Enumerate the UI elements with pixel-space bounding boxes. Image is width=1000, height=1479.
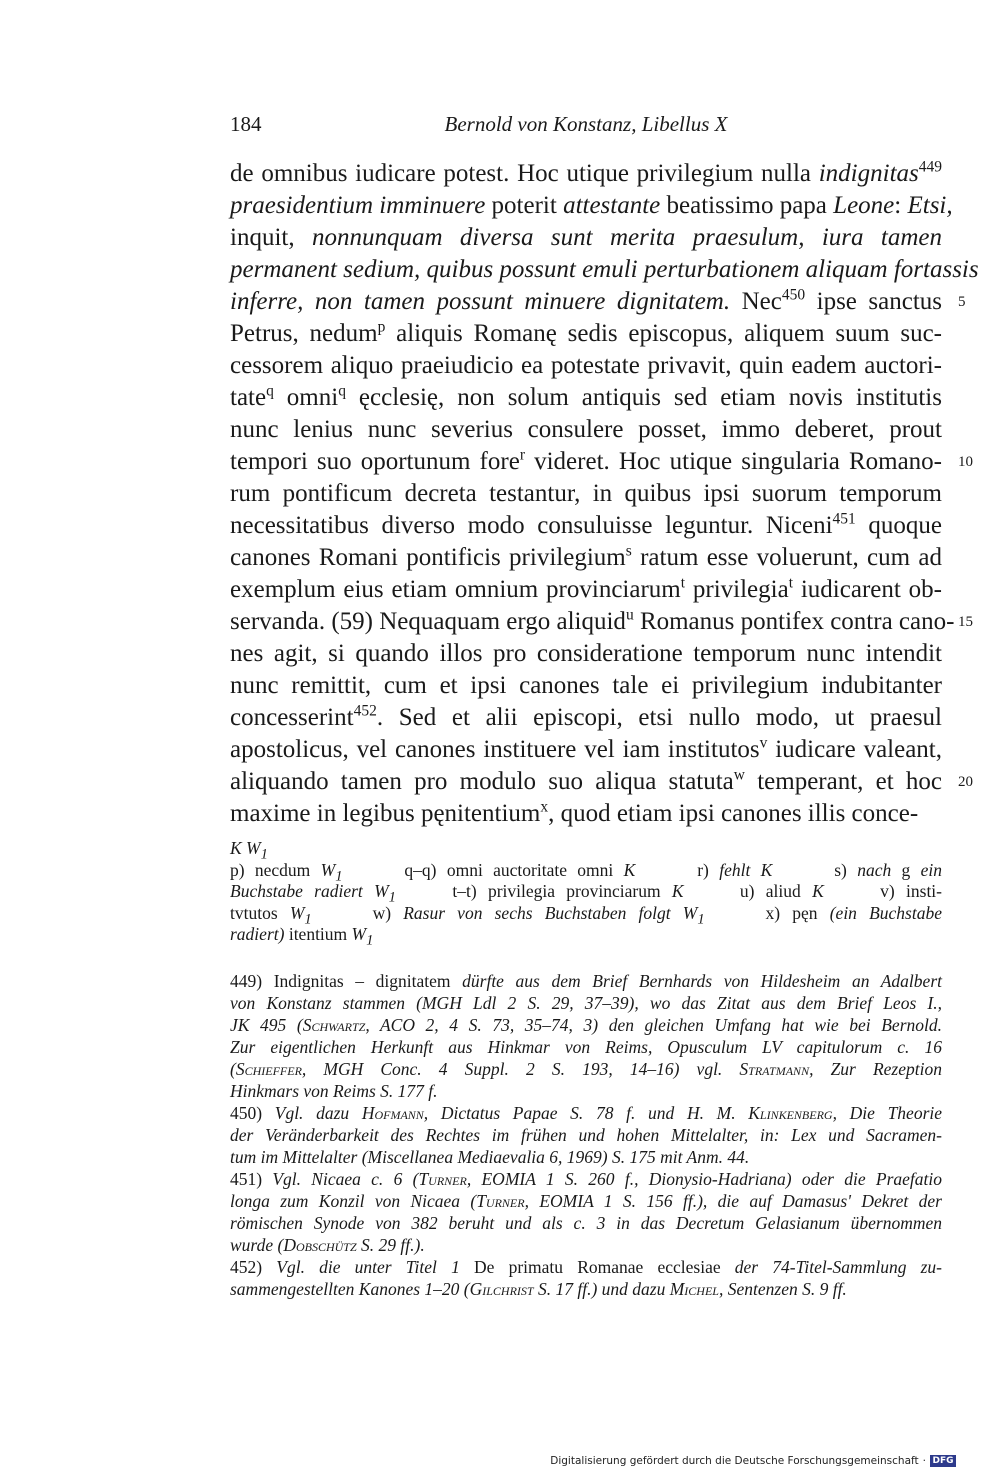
footnote-line: römischen Synode von 382 beruht und als c. 3 in das Decretum Gelasianum übernommen	[230, 1213, 942, 1233]
footnote	[230, 1256, 942, 1300]
text-line: inferre, non tamen possunt minuere dignitatem. Nec$^{450}$ ipse sanctus 5	[230, 286, 942, 318]
footnote-line: der Veränderbarkeit des Rechtes im frühen und hohen Mittelalter, in: Lex und Sacramen-	[230, 1125, 942, 1145]
page-number: 184	[230, 112, 262, 136]
apparatus-line: radiert) itentium $W_1$	[230, 924, 374, 949]
apparatus-line: p) necdum $W_1$ q–q) omni auctoritate omni K r) fehlt K s) nach g ein	[230, 859, 943, 884]
text-line: canones Romani pontificis privilegium$^s$ ratum esse voluerunt, cum ad	[230, 542, 943, 571]
footnote-line: 450) Vgl. dazu Hofmann, Dictatus Papae S. 78 f. und H. M. Klinkenberg, Die Theorie	[230, 1103, 943, 1123]
footnotes	[230, 970, 942, 1300]
text-line: concesserint$^{452}$. Sed et alii episcopi, etsi nullo modo, ut praesul	[230, 702, 942, 731]
footnote-line: wurde (Dobschütz S. 29 ff.).	[230, 1235, 425, 1255]
line-number: 15	[958, 614, 973, 630]
footnote-line: 451) Vgl. Nicaea c. 6 (Turner, EOMIA 1 S. 260 f., Dionysio-Hadriana) oder die Praefatio	[230, 1169, 943, 1189]
footnote-line: von Konstanz stammen (MGH Ldl 2 S. 29, 37–39), wo das Zitat aus dem Brief Leos I.,	[230, 993, 942, 1013]
text-line: nunc remittit, cum et ipsi canones tale ei privilegium indubitanter	[230, 672, 942, 699]
page-header	[230, 112, 942, 144]
line-number: 5	[958, 294, 966, 310]
credit-text: Digitalisierung gefördert durch die Deutsche Forschungsgemeinschaft	[550, 1455, 919, 1467]
text-line: necessitatibus diverso modo consuluisse leguntur. Niceni$^{451}$ quoque	[230, 510, 942, 539]
text-line: praesidentium imminuere poterit attestante beatissimo papa Leone: Etsi,	[230, 192, 953, 219]
footnote-line: longa zum Konzil von Nicaea (Turner, EOMIA 1 S. 156 ff.), die auf Damasus' Dekret der	[230, 1191, 942, 1211]
text-line: exemplum eius etiam omnium provinciarum$^t$ privilegia$^t$ iudicarent ob-	[230, 574, 942, 603]
main-text	[230, 158, 979, 830]
text-line: inquit, nonnunquam diversa sunt merita praesulum, iura tamen	[230, 224, 942, 251]
text-line: apostolicus, vel canones instituere vel iam institutos$^v$ iudicare valeant,	[230, 734, 943, 763]
footnote	[230, 1102, 942, 1168]
manuscript-sigla: K $W_1$	[230, 838, 268, 863]
text-line: nes agit, si quando illos pro consideratione temporum nunc intendit	[230, 640, 942, 667]
dfg-logo-icon: DFG	[930, 1455, 956, 1467]
apparatus-line: Buchstabe radiert $W_1$ t–t) privilegia provinciarum K u) aliud K v) insti-	[230, 881, 943, 906]
line-number: 10	[958, 454, 973, 470]
footnote	[230, 1168, 942, 1256]
digitization-credit: Digitalisierung gefördert durch die Deutsche Forschungsgemeinschaft · DFG	[550, 1455, 956, 1467]
footnote-line: 452) Vgl. die unter Titel 1 De primatu Romanae ecclesiae der 74-Titel-Sammlung zu-	[230, 1257, 943, 1277]
critical-apparatus	[230, 838, 943, 949]
footnote-line: JK 495 (Schwartz, ACO 2, 4 S. 73, 35–74, 3) den gleichen Umfang hat wie bei Bernold.	[230, 1015, 942, 1035]
footnote-line: (Schieffer, MGH Conc. 4 Suppl. 2 S. 193, 14–16) vgl. Stratmann, Zur Rezeption	[230, 1059, 942, 1079]
text-line: rum pontificum decreta testantur, in quibus ipsi suorum temporum	[230, 480, 942, 507]
text-line: tate$^q$ omni$^q$ ęcclesię, non solum antiquis sed etiam novis institutis	[230, 382, 942, 411]
apparatus-line: tvtutos $W_1$ w) Rasur von sechs Buchstaben folgt $W_1$ x) pęn (ein Buchstabe	[230, 902, 942, 927]
footnote-line: 449) Indignitas – dignitatem dürfte aus dem Brief Bernhards von Hildesheim an Adalbert	[230, 971, 942, 991]
text-line: cessorem aliquo praeiudicio ea potestate privavit, quin eadem auctori-	[230, 352, 942, 379]
line-number: 20	[958, 774, 973, 790]
text-line: maxime in legibus pęnitentium$^x$, quod etiam ipsi canones illis conce-	[230, 798, 919, 827]
text-line: tempori suo oportunum fore$^r$ videret. Hoc utique singularia Romano- 10	[230, 446, 942, 478]
footnote-line: sammengestellten Kanones 1–20 (Gilchrist S. 17 ff.) und dazu Michel, Sentenzen S. 9 ff.	[230, 1279, 847, 1299]
text-line: aliquando tamen pro modulo suo aliqua statuta$^w$ temperant, et hoc 20	[230, 766, 942, 798]
footnote-line: Zur eigentlichen Herkunft aus Hinkmar von Reims, Opusculum LV capitulorum c. 16	[230, 1037, 942, 1057]
text-line: permanent sedium, quibus possunt emuli perturbationem aliquam fortassis	[230, 256, 979, 283]
text-line: Petrus, nedum$^p$ aliquis Romanę sedis episcopus, aliquem suum suc-	[230, 318, 942, 347]
footnote-line: tum im Mittelalter (Miscellanea Mediaevalia 6, 1969) S. 175 mit Anm. 44.	[230, 1147, 750, 1167]
footnote-line: Hinkmars von Reims S. 177 f.	[230, 1081, 438, 1101]
text-line: nunc lenius nunc severius consulere posset, immo deberet, prout	[230, 416, 942, 443]
text-line: servanda. (59) Nequaquam ergo aliquid$^u$ Romanus pontifex contra cano- 15	[230, 606, 942, 638]
text-line: de omnibus iudicare potest. Hoc utique privilegium nulla indignitas$^{449}$	[230, 158, 942, 187]
running-title: Bernold von Konstanz, Libellus X	[444, 112, 728, 136]
footnote	[230, 970, 942, 1102]
